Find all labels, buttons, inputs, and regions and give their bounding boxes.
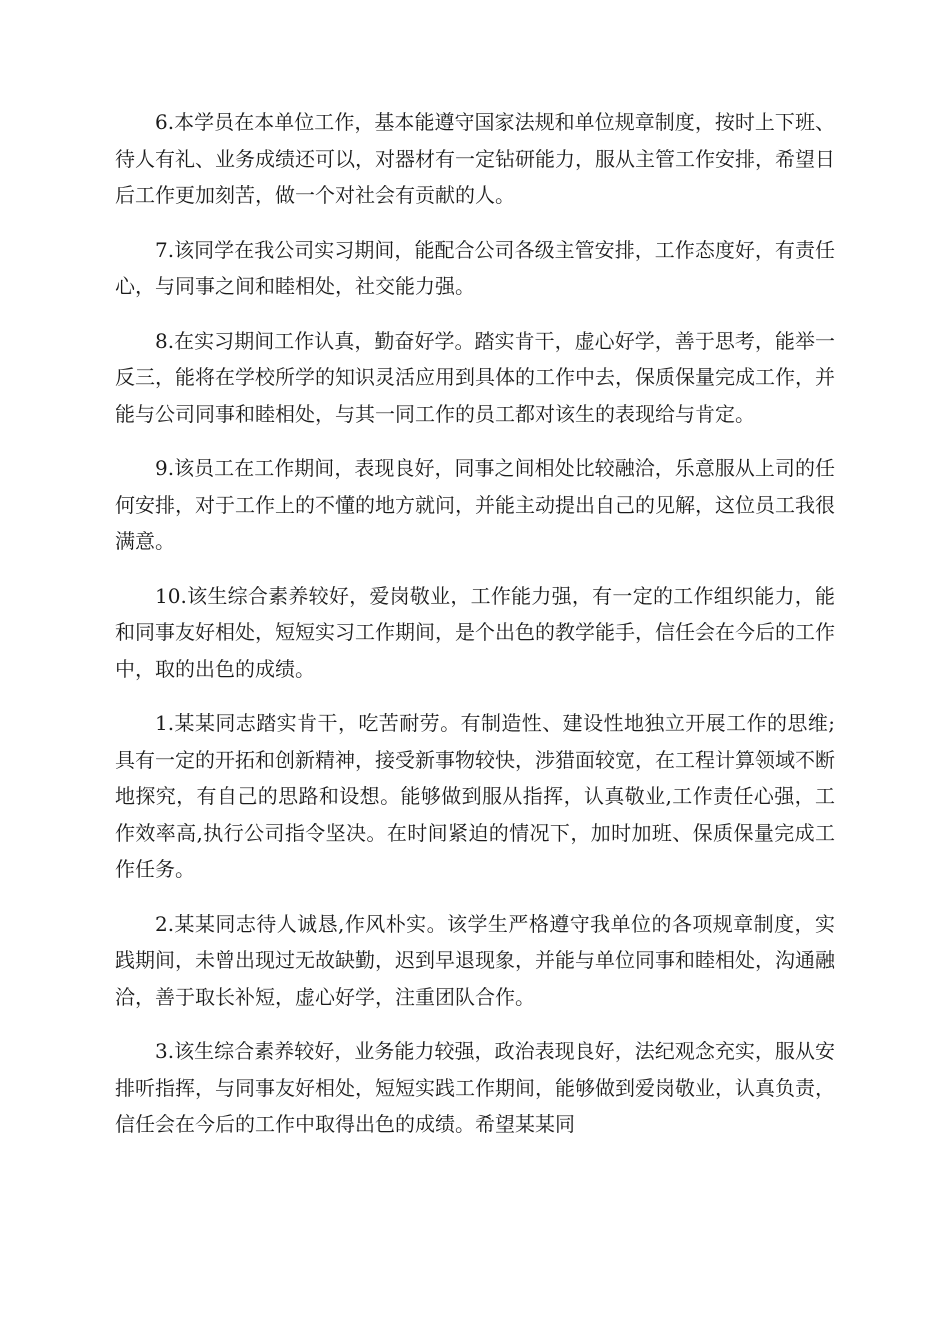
paragraph-3: 3.该生综合素养较好，业务能力较强，政治表现良好，法纪观念充实，服从安排听指挥，与同事友好相处，短短实践工作期间，能够做到爱岗敬业，认真负责，信任会在今后的工作中取得出色的成绩。希望某某同	[115, 1039, 835, 1136]
paragraph-1: 1.某某同志踏实肯干，吃苦耐劳。有制造性、建设性地独立开展工作的思维;具有一定的开拓和创新精神，接受新事物较快，涉猎面较宽，在工程计算领域不断地探究，有自己的思路和设想。能够做到服从指挥，认真敬业,工作责任心强，工作效率高,执行公司指令坚决。在时间紧迫的情况下，加时加班、保质保量完成工作任务。	[115, 711, 835, 881]
paragraph-10: 10.该生综合素养较好，爱岗敬业，工作能力强，有一定的工作组织能力，能和同事友好相处，短短实习工作期间，是个出色的教学能手，信任会在今后的工作中，取的出色的成绩。	[115, 583, 835, 681]
paragraph-2: 2.某某同志待人诚恳,作风朴实。该学生严格遵守我单位的各项规章制度，实践期间，未曾出现过无故缺勤，迟到早退现象，并能与单位同事和睦相处，沟通融洽，善于取长补短，虚心好学，注重团队合作。	[115, 911, 835, 1009]
paragraph-9: 9.该员工在工作期间，表现良好，同事之间相处比较融洽，乐意服从上司的任何安排，对于工作上的不懂的地方就问，并能主动提出自己的见解，这位员工我很满意。	[115, 456, 835, 553]
paragraph-6: 6.本学员在本单位工作，基本能遵守国家法规和单位规章制度，按时上下班、待人有礼、业务成绩还可以，对器材有一定钻研能力，服从主管工作安排，希望日后工作更加刻苦，做一个对社会有贡献的人。	[115, 110, 835, 207]
paragraph-7: 7.该同学在我公司实习期间，能配合公司各级主管安排，工作态度好，有责任心，与同事之间和睦相处，社交能力强。	[115, 237, 835, 298]
paragraph-8: 8.在实习期间工作认真，勤奋好学。踏实肯干，虚心好学，善于思考，能举一反三，能将在学校所学的知识灵活应用到具体的工作中去，保质保量完成工作，并能与公司同事和睦相处，与其一同工作的员工都对该生的表现给与肯定。	[115, 328, 835, 426]
document-body	[115, 104, 835, 1161]
